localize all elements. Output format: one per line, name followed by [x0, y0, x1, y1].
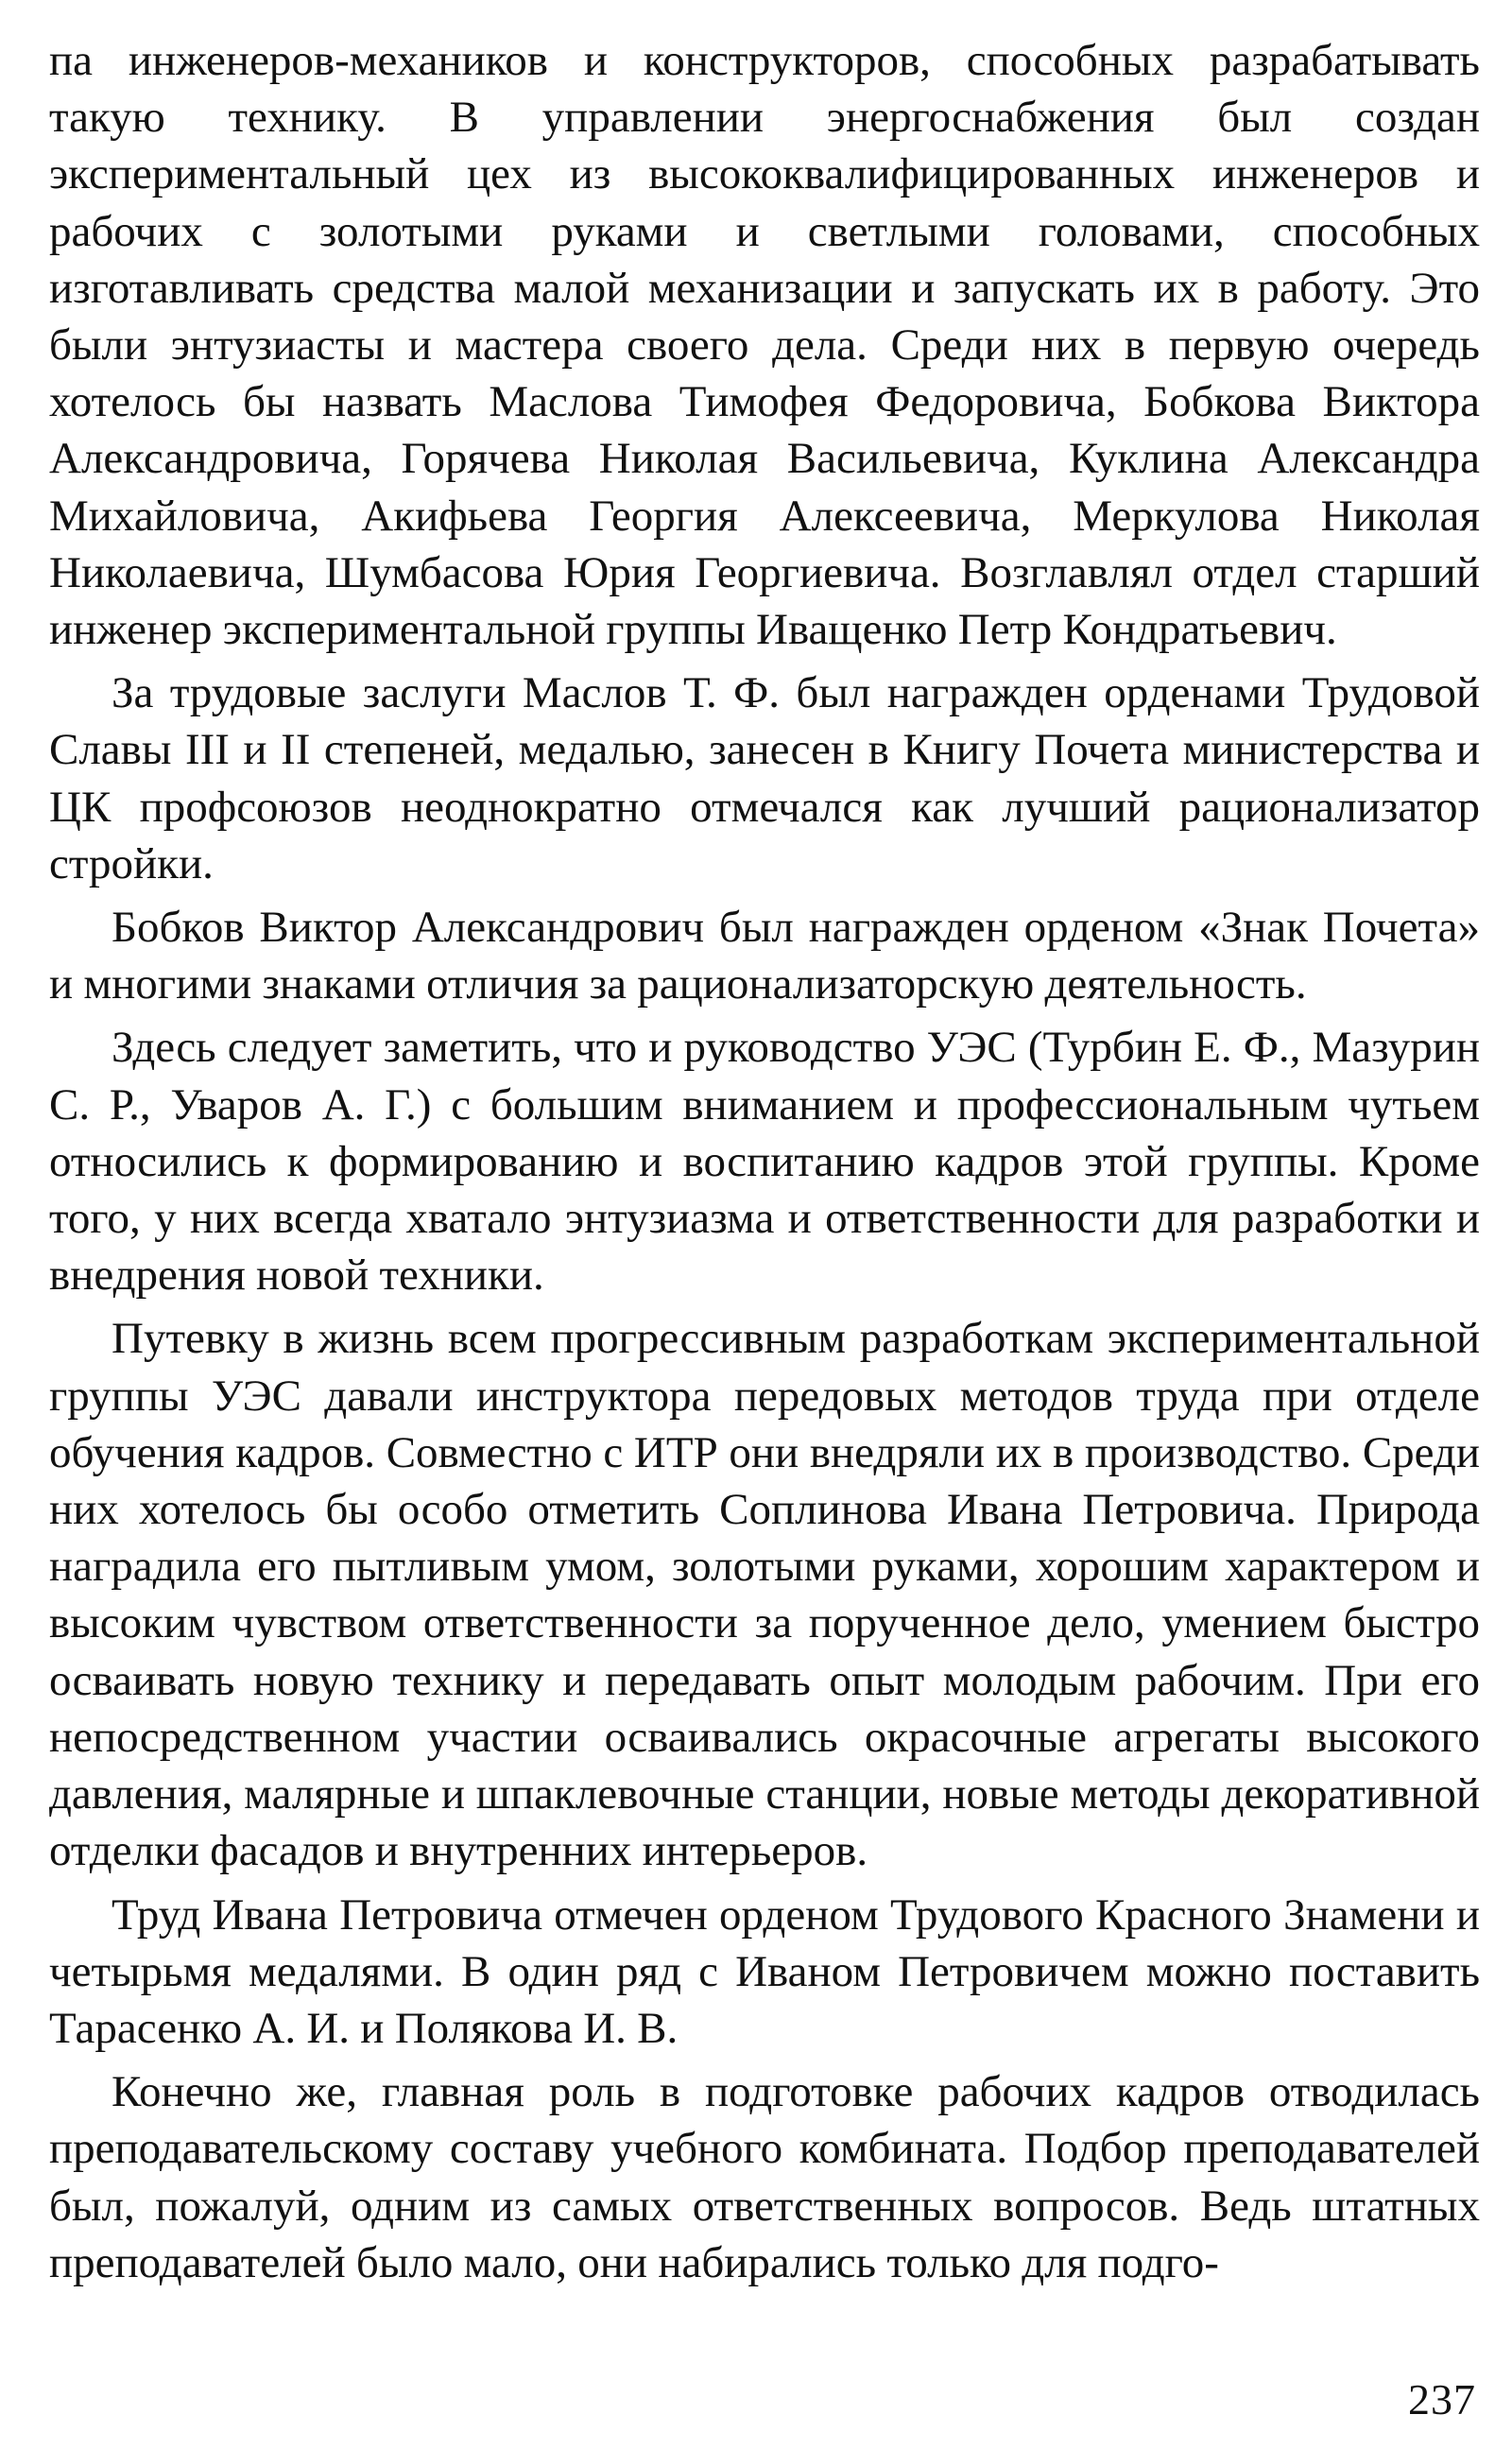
- paragraph-5: Путевку в жизнь всем прогрессивным разработкам экспериментальной группы УЭС давали инструктора передовых методов труда при отделе обучения кадров. Совместно с ИТР они внедряли их в производство. Среди них хотелось бы особо отметить Соплинова Ивана Петровича. Природа наградила его пытливым умом, золотыми руками, хорошим характером и высоким чувством ответственности за порученное дело, умением быстро осваивать новую технику и передавать опыт молодым рабочим. При его непосредственном участии осваивались окрасочные агрегаты высокого давления, малярные и шпаклевочные станции, новые методы декоративной отделки фасадов и внутренних интерьеров.: [49, 1314, 1480, 1876]
- paragraph-6: Труд Ивана Петровича отмечен орденом Трудового Красного Знамени и четырьмя медалями. В один ряд с Иваном Петровичем можно поставить Тарасенко А. И. и Полякова И. В.: [49, 1889, 1480, 2053]
- paragraph-1: па инженеров-механиков и конструкторов, способных разрабатывать такую технику. В управлении энергоснабжения был создан экспериментальный цех из высококвалифицированных инженеров и рабочих с золотыми руками и светлыми головами, способных изготавливать средства малой механизации и запускать их в работу. Это были энтузиасты и мастера своего дела. Среди них в первую очередь хотелось бы назвать Маслова Тимофея Федоровича, Бобкова Виктора Александровича, Горячева Николая Васильевича, Куклина Александра Михайловича, Акифьева Георгия Алексеевича, Меркулова Николая Николаевича, Шумбасова Юрия Георгиевича. Возглавлял отдел старший инженер экспериментальной группы Иващенко Петр Кондратьевич.: [49, 36, 1480, 655]
- paragraph-7: Конечно же, главная роль в подготовке рабочих кадров отводилась преподавательскому составу учебного комбината. Подбор преподавателей был, пожалуй, одним из самых ответственных вопросов. Ведь штатных преподавателей было мало, они набирались только для подго-: [49, 2067, 1480, 2287]
- paragraph-4: Здесь следует заметить, что и руководство УЭС (Турбин Е. Ф., Мазурин С. Р., Уваров А. Г.) с большим вниманием и профессиональным чутьем относились к формированию и воспитанию кадров этой группы. Кроме того, у них всегда хватало энтузиазма и ответственности для разработки и внедрения новой техники.: [49, 1023, 1480, 1301]
- book-page: [49, 32, 1480, 2433]
- page-number: 237: [1408, 2375, 1476, 2423]
- body-text: [49, 32, 1480, 2291]
- paragraph-2: За трудовые заслуги Маслов Т. Ф. был награжден орденами Трудовой Славы III и II степеней, медалью, занесен в Книгу Почета министерства и ЦК профсоюзов неоднократно отмечался как лучший рационализатор стройки.: [49, 668, 1480, 888]
- paragraph-3: Бобков Виктор Александрович был награжден орденом «Знак Почета» и многими знаками отличия за рационализаторскую деятельность.: [49, 903, 1480, 1009]
